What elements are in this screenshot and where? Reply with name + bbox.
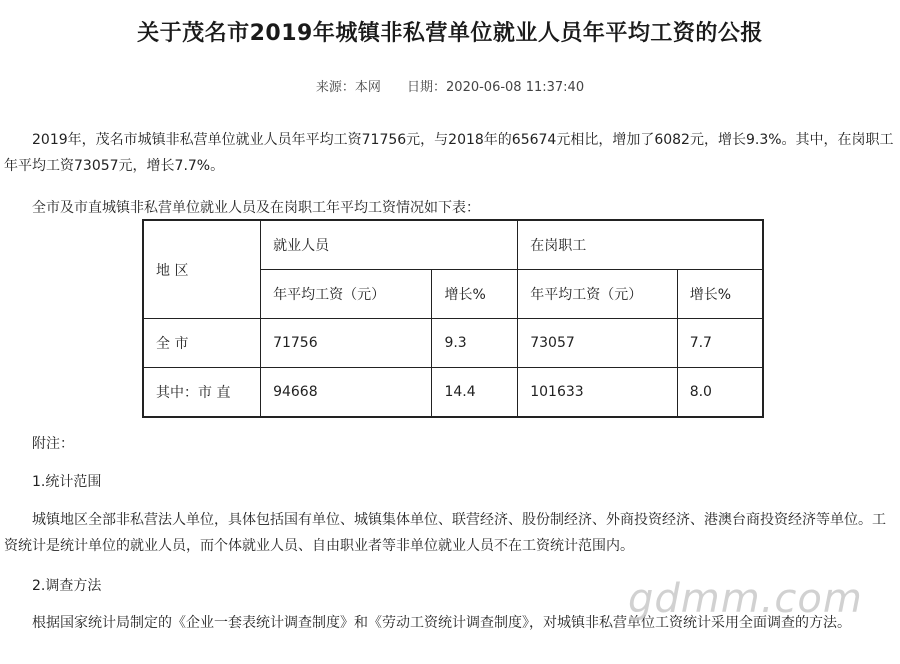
employed-wage-header: 年平均工资（元） bbox=[261, 270, 432, 319]
scope-heading: 1.统计范围 bbox=[32, 474, 102, 490]
onpost-wage-cell: 101633 bbox=[518, 368, 677, 418]
table-header-row bbox=[143, 220, 763, 270]
region-cell: 其中：市 直 bbox=[143, 368, 261, 418]
method-paragraph: 根据国家统计局制定的《企业一套表统计调查制度》和《劳动工资统计调查制度》，对城镇非私营单位工资统计采用全面调查的方法。 bbox=[32, 615, 851, 631]
onpost-growth-header: 增长% bbox=[677, 270, 763, 319]
article-meta bbox=[0, 76, 900, 95]
source-label: 来源：本网 bbox=[315, 80, 381, 95]
summary-paragraph: 2019年，茂名市城镇非私营单位就业人员年平均工资71756元，与2018年的65674元相比，增加了6082元，增长9.3%。其中，在岗职工年平均工资73057元，增长7.7%。 bbox=[4, 132, 894, 174]
table-row bbox=[143, 319, 763, 368]
onpost-growth-cell: 7.7 bbox=[677, 319, 763, 368]
notes-heading: 附注： bbox=[32, 436, 74, 452]
table-row bbox=[143, 368, 763, 418]
region-cell: 全 市 bbox=[143, 319, 261, 368]
method-heading: 2.调查方法 bbox=[32, 578, 102, 594]
employed-growth-header: 增长% bbox=[432, 270, 518, 319]
scope-paragraph: 城镇地区全部非私营法人单位，具体包括国有单位、城镇集体单位、联营经济、股份制经济、外商投资经济、港澳台商投资经济等单位。工资统计是统计单位的就业人员，而个体就业人员、自由职业者等非单位就业人员不在工资统计范围内。 bbox=[4, 512, 886, 554]
onpost-group-header: 在岗职工 bbox=[518, 220, 763, 270]
employed-group-header: 就业人员 bbox=[261, 220, 518, 270]
employed-wage-cell: 94668 bbox=[261, 368, 432, 418]
region-header: 地 区 bbox=[143, 220, 261, 319]
wage-table bbox=[142, 219, 764, 418]
onpost-growth-cell: 8.0 bbox=[677, 368, 763, 418]
publish-date: 日期：2020-06-08 11:37:40 bbox=[407, 80, 585, 95]
page-title: 关于茂名市2019年城镇非私营单位就业人员年平均工资的公报 bbox=[137, 21, 763, 46]
employed-growth-cell: 14.4 bbox=[432, 368, 518, 418]
table-intro-paragraph: 全市及市直城镇非私营单位就业人员及在岗职工年平均工资情况如下表： bbox=[32, 200, 480, 216]
employed-wage-cell: 71756 bbox=[261, 319, 432, 368]
onpost-wage-cell: 73057 bbox=[518, 319, 677, 368]
employed-growth-cell: 9.3 bbox=[432, 319, 518, 368]
onpost-wage-header: 年平均工资（元） bbox=[518, 270, 677, 319]
site-watermark: gdmm.com bbox=[628, 576, 863, 622]
